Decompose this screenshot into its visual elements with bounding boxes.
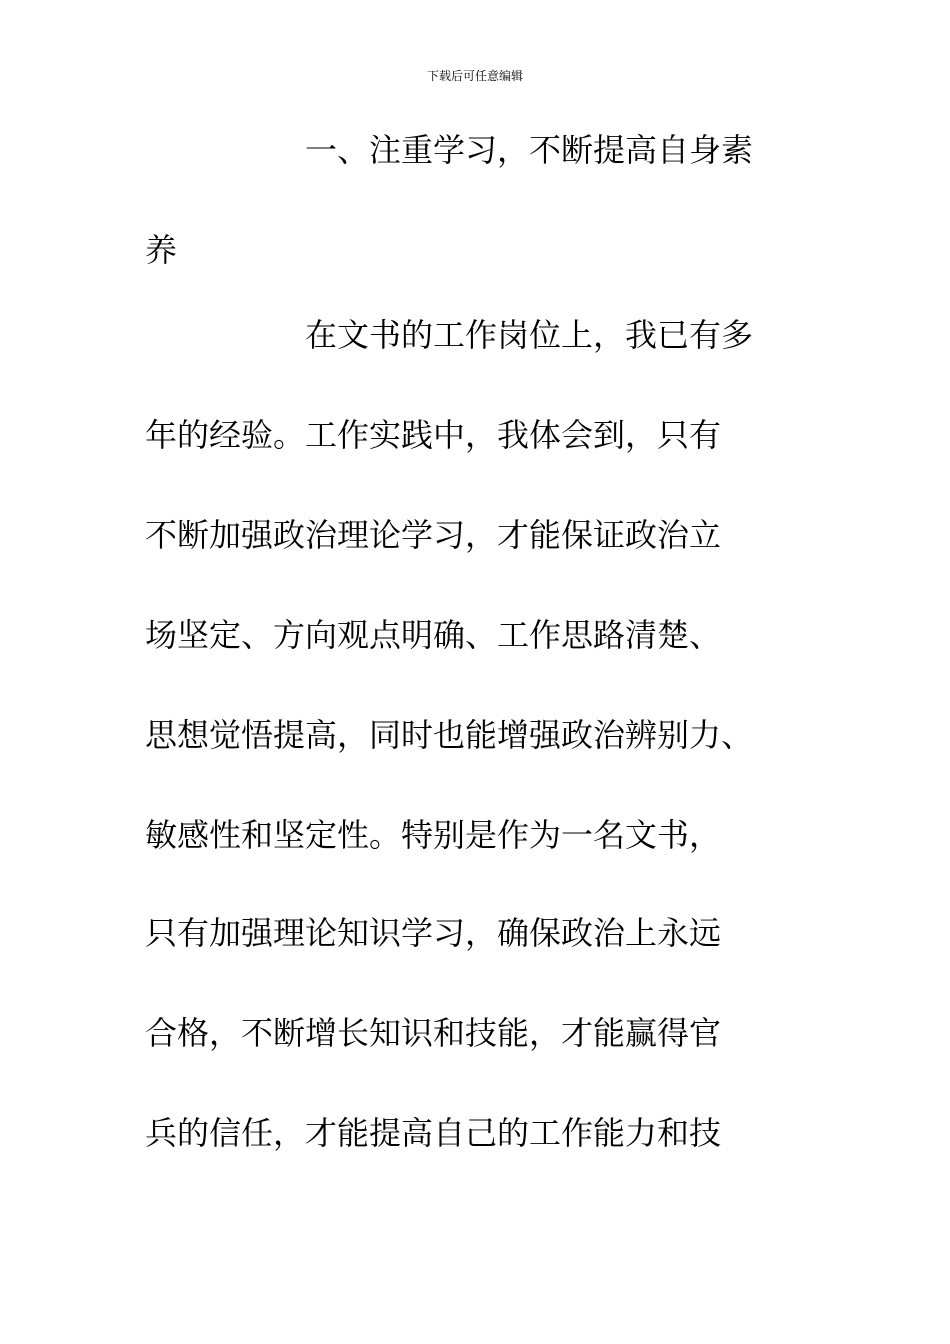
paragraph-line-5: 思想觉悟提高，同时也能增强政治辨别力、 [145, 716, 754, 754]
paragraph-line-9: 兵的信任，才能提高自己的工作能力和技 [145, 1114, 722, 1152]
paragraph-line-4: 场坚定、方向观点明确、工作思路清楚、 [145, 616, 722, 654]
paragraph-line-6: 敏感性和坚定性。特别是作为一名文书， [145, 816, 722, 854]
heading-line-2: 养 [145, 231, 178, 269]
heading-line-1: 一、注重学习，不断提高自身素 [305, 131, 754, 169]
page-header: 下载后可任意编辑 [426, 69, 523, 83]
paragraph-line-3: 不断加强政治理论学习，才能保证政治立 [145, 516, 722, 554]
paragraph-line-1: 在文书的工作岗位上，我已有多 [305, 316, 754, 354]
paragraph-line-2: 年的经验。工作实践中，我体会到，只有 [145, 416, 722, 454]
paragraph-line-7: 只有加强理论知识学习，确保政治上永远 [145, 914, 722, 952]
paragraph-line-8: 合格，不断增长知识和技能，才能赢得官 [145, 1014, 722, 1052]
